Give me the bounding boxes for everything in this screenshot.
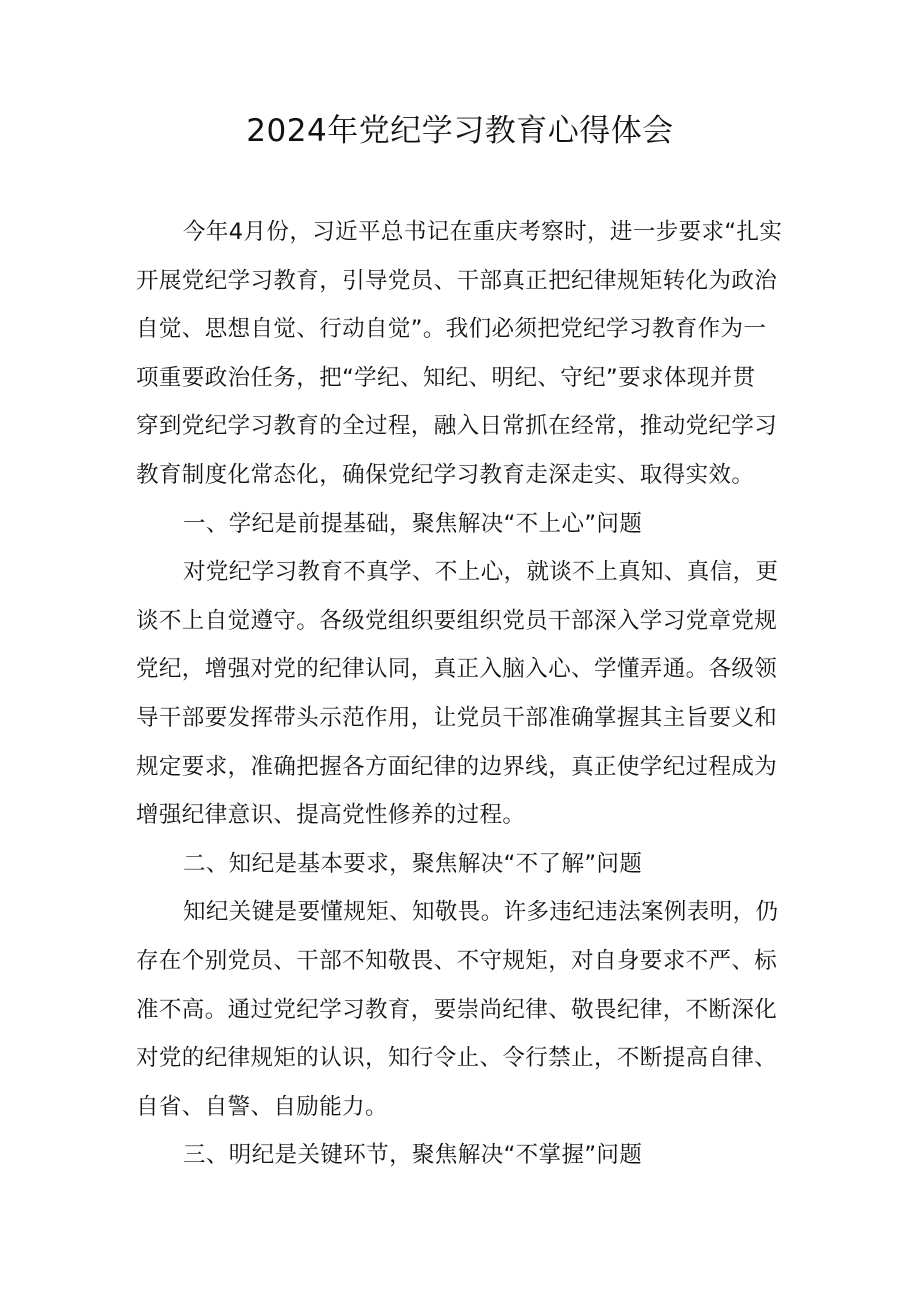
paragraph-line: 今年4月份，习近平总书记在重庆考察时，进一步要求“扎实: [183, 219, 783, 245]
paragraph-line: 对党的纪律规矩的认识，知行令止、令行禁止，不断提高自律、: [136, 1045, 778, 1072]
paragraph-line: 党纪，增强对党的纪律认同，真正入脑入心、学懂弄通。各级领: [136, 656, 778, 683]
document-body: [136, 208, 788, 1180]
paragraph-line: 存在个别党员、干部不知敬畏、不守规矩，对自身要求不严、标: [136, 947, 778, 974]
paragraph-line: 对党纪学习教育不真学、不上心，就谈不上真知、真信，更: [183, 559, 779, 586]
section-heading-1: 一、学纪是前提基础，聚焦解决“不上心”问题: [183, 510, 643, 537]
paragraph-line: 穿到党纪学习教育的全过程，融入日常抓在经常，推动党纪学习: [136, 413, 778, 440]
section-heading-2: 二、知纪是基本要求，聚焦解决“不了解”问题: [183, 850, 643, 877]
paragraph-line: 知纪关键是要懂规矩、知敬畏。许多违纪违法案例表明，仍: [183, 899, 779, 926]
paragraph-line: 规定要求，准确把握各方面纪律的边界线，真正使学纪过程成为: [136, 753, 778, 780]
paragraph-line: 导干部要发挥带头示范作用，让党员干部准确掌握其主旨要义和: [136, 704, 778, 731]
document-title: 2024年党纪学习教育心得体会: [246, 113, 674, 149]
paragraph-line: 自觉、思想自觉、行动自觉”。我们必须把党纪学习教育作为一: [136, 316, 767, 343]
section-heading-3: 三、明纪是关键环节，聚焦解决“不掌握”问题: [183, 1142, 643, 1169]
paragraph-line: 准不高。通过党纪学习教育，要崇尚纪律、敬畏纪律，不断深化: [136, 996, 778, 1023]
paragraph-line: 增强纪律意识、提高党性修养的过程。: [136, 802, 526, 829]
paragraph-line: 自省、自警、自励能力。: [136, 1093, 388, 1120]
paragraph-line: 教育制度化常态化，确保党纪学习教育走深走实、取得实效。: [136, 461, 755, 488]
paragraph-line: 谈不上自觉遵守。各级党组织要组织党员干部深入学习党章党规: [136, 607, 778, 634]
paragraph-line: 项重要政治任务，把“学纪、知纪、明纪、守纪”要求体现并贯: [136, 364, 756, 391]
paragraph-line: 开展党纪学习教育，引导党员、干部真正把纪律规矩转化为政治: [136, 267, 778, 294]
